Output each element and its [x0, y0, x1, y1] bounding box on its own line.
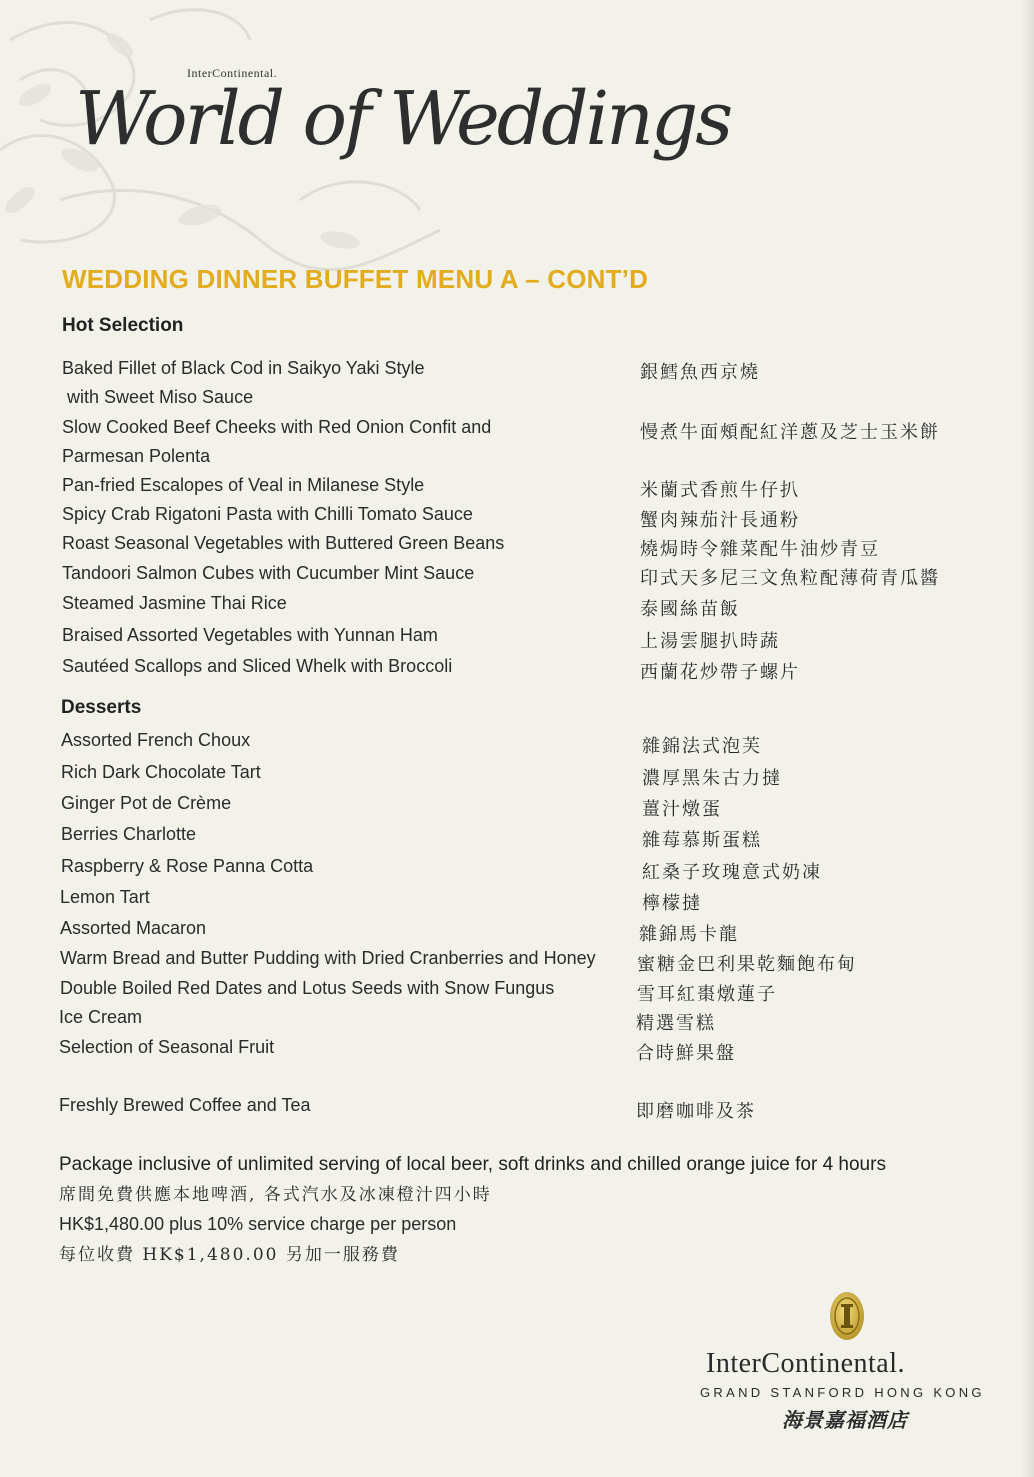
- menu-item-en: Braised Assorted Vegetables with Yunnan Ham: [62, 625, 438, 645]
- brand-location: GRAND STANFORD HONG KONG: [700, 1385, 985, 1400]
- menu-item-zh: 慢煮牛面頰配紅洋蔥及芝士玉米餅: [640, 422, 940, 443]
- beverage-en: Freshly Brewed Coffee and Tea: [59, 1095, 311, 1115]
- dessert-item-en: Double Boiled Red Dates and Lotus Seeds with Snow Fungus: [60, 978, 555, 998]
- page-title: WEDDING DINNER BUFFET MENU A – CONT’D: [62, 264, 649, 294]
- dessert-item-zh: 雜錦馬卡龍: [639, 924, 739, 945]
- world-of-weddings-logo: [55, 60, 731, 210]
- dessert-item-en: Raspberry & Rose Panna Cotta: [61, 856, 314, 876]
- dessert-item-en: Assorted French Choux: [61, 730, 251, 750]
- package-note-en: Package inclusive of unlimited serving of local beer, soft drinks and chilled orange juice for 4 hours: [59, 1154, 886, 1175]
- dessert-item-en: Assorted Macaron: [60, 918, 207, 938]
- beverage-zh: 即磨咖啡及茶: [636, 1101, 756, 1122]
- dessert-item-en: Berries Charlotte: [61, 824, 197, 844]
- dessert-item-zh: 精選雪糕: [636, 1013, 716, 1034]
- dessert-item-en: Warm Bread and Butter Pudding with Dried Cranberries and Honey: [60, 948, 596, 968]
- menu-item-en: Roast Seasonal Vegetables with Buttered Green Beans: [62, 533, 505, 553]
- dessert-item-zh: 合時鮮果盤: [636, 1043, 736, 1064]
- dessert-item-zh: 薑汁燉蛋: [642, 799, 722, 820]
- menu-item-en: Steamed Jasmine Thai Rice: [62, 593, 287, 613]
- menu-item-en: Tandoori Salmon Cubes with Cucumber Mint Sauce: [62, 563, 475, 583]
- logo-brand-small: InterContinental.: [187, 66, 278, 80]
- menu-item-zh: 銀鱈魚西京燒: [640, 362, 760, 383]
- menu-item-zh: 印式天多尼三文魚粒配薄荷青瓜醬: [640, 568, 940, 589]
- brand-name-zh: 海景嘉福酒店: [782, 1408, 908, 1432]
- menu-item-zh: 蟹肉辣茄汁長通粉: [640, 510, 800, 531]
- menu-item-en: Spicy Crab Rigatoni Pasta with Chilli Tomato Sauce: [62, 504, 473, 524]
- intercontinental-brand: [690, 1290, 1010, 1440]
- price-zh: 每位收費 HK$1,480.00 另加一服務費: [59, 1245, 400, 1265]
- menu-item-zh: 燒焗時令雜菜配牛油炒青豆: [640, 539, 880, 560]
- dessert-item-zh: 紅桑子玫瑰意式奶凍: [642, 862, 822, 883]
- menu-item-zh: 上湯雲腿扒時蔬: [640, 631, 780, 652]
- dessert-item-en: Lemon Tart: [60, 887, 150, 907]
- package-note-zh: 席間免費供應本地啤酒, 各式汽水及冰凍橙汁四小時: [59, 1185, 492, 1205]
- dessert-item-zh: 雪耳紅棗燉蓮子: [637, 984, 777, 1005]
- dessert-item-en: Ice Cream: [59, 1007, 143, 1027]
- brand-name: InterContinental.: [706, 1348, 906, 1379]
- menu-item-en: Pan-fried Escalopes of Veal in Milanese Style: [62, 475, 425, 495]
- dessert-item-zh: 檸檬撻: [642, 893, 702, 914]
- price-en: HK$1,480.00 plus 10% service charge per person: [59, 1214, 457, 1234]
- dessert-item-zh: 雜錦法式泡芙: [642, 736, 762, 757]
- section-heading-hot-selection: Hot Selection: [62, 315, 184, 336]
- dessert-item-zh: 蜜糖金巴利果乾麵飽布甸: [637, 954, 857, 975]
- logo-script-text: World of Weddings: [75, 76, 731, 162]
- menu-item-en: Sautéed Scallops and Sliced Whelk with Broccoli: [62, 656, 453, 676]
- dessert-item-en: Rich Dark Chocolate Tart: [61, 762, 261, 782]
- dessert-item-zh: 濃厚黑朱古力撻: [642, 768, 782, 789]
- menu-item-en: Slow Cooked Beef Cheeks with Red Onion Confit and: [62, 417, 492, 437]
- menu-item-zh: 西蘭花炒帶子螺片: [640, 662, 800, 683]
- menu-item-en: Baked Fillet of Black Cod in Saikyo Yaki Style: [62, 358, 425, 378]
- menu-item-zh: 泰國絲苗飯: [640, 599, 740, 620]
- dessert-item-zh: 雜莓慕斯蛋糕: [642, 830, 762, 851]
- dessert-item-en: Ginger Pot de Crème: [61, 793, 232, 813]
- menu-item-en-cont: with Sweet Miso Sauce: [67, 387, 254, 407]
- menu-item-en-cont: Parmesan Polenta: [62, 446, 211, 466]
- section-heading-desserts: Desserts: [61, 697, 142, 718]
- menu-item-zh: 米蘭式香煎牛仔扒: [640, 480, 800, 501]
- dessert-item-en: Selection of Seasonal Fruit: [59, 1037, 275, 1057]
- intercontinental-emblem-icon: [827, 1290, 867, 1342]
- page-edge-shadow: [1020, 0, 1034, 1477]
